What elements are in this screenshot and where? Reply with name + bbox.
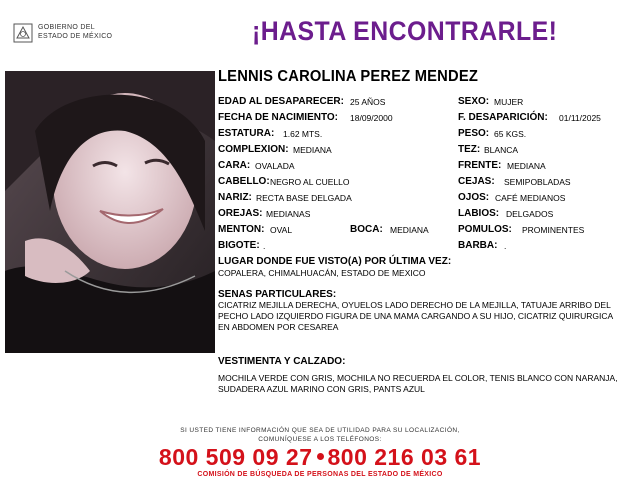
- contact-note: [0, 426, 640, 444]
- pomulos-value: PROMINENTES: [522, 225, 585, 235]
- complexion-label: COMPLEXION:: [218, 144, 289, 155]
- government-logo: [12, 22, 122, 46]
- estatura-label: ESTATURA:: [218, 128, 275, 139]
- portrait-illustration: [5, 71, 215, 353]
- barba-value: .: [504, 241, 507, 251]
- frente-value: MEDIANA: [507, 161, 546, 171]
- nariz-label: NARIZ:: [218, 192, 252, 203]
- tez-label: TEZ:: [458, 144, 481, 155]
- menton-label: MENTON:: [218, 224, 265, 235]
- nacimiento-label: FECHA DE NACIMIENTO:: [218, 112, 338, 123]
- bigote-label: BIGOTE:: [218, 240, 260, 251]
- nariz-value: RECTA BASE DELGADA: [256, 193, 352, 203]
- nacimiento-value: 18/09/2000: [350, 113, 393, 123]
- edad-value: 25 AÑOS: [350, 97, 386, 107]
- labios-label: LABIOS:: [458, 208, 500, 219]
- barba-label: BARBA:: [458, 240, 498, 251]
- bullet-dot-icon: [317, 453, 324, 460]
- contact-note-line-2: COMUNÍQUESE A LOS TELÉFONOS:: [258, 436, 382, 443]
- clothing-label: VESTIMENTA Y CALZADO:: [218, 356, 346, 367]
- logo-text: [38, 23, 112, 41]
- phone-numbers: [0, 444, 640, 471]
- ojos-label: OJOS:: [458, 192, 490, 203]
- labios-value: DELGADOS: [506, 209, 554, 219]
- desaparicion-label: F. DESAPARICIÓN:: [458, 112, 548, 123]
- estatura-value: 1.62 MTS.: [283, 129, 323, 139]
- person-photo: [5, 71, 215, 353]
- coat-of-arms-icon: [12, 22, 34, 44]
- contact-note-line-1: SI USTED TIENE INFORMACIÓN QUE SEA DE UTILIDAD PARA SU LOCALIZACIÓN,: [180, 427, 460, 434]
- peso-label: PESO:: [458, 128, 490, 139]
- phone-1[interactable]: 800 509 09 27: [158, 444, 313, 470]
- boca-label: BOCA:: [350, 224, 383, 235]
- frente-label: FRENTE:: [458, 160, 502, 171]
- last-seen-label: LUGAR DONDE FUE VISTO(A) POR ÚLTIMA VEZ:: [218, 256, 452, 267]
- marks-label: SENAS PARTICULARES:: [218, 289, 337, 300]
- edad-label: EDAD AL DESAPARECER:: [218, 96, 344, 107]
- logo-line-2: ESTADO DE MÉXICO: [38, 33, 113, 40]
- cejas-value: SEMIPOBLADAS: [504, 177, 571, 187]
- cabello-label: CABELLO:: [218, 176, 270, 187]
- phone-2[interactable]: 800 216 03 61: [327, 444, 482, 470]
- bigote-value: .: [263, 241, 266, 251]
- tez-value: BLANCA: [484, 145, 519, 155]
- cejas-label: CEJAS:: [458, 176, 495, 187]
- boca-value: MEDIANA: [390, 225, 429, 235]
- clothing-value: MOCHILA VERDE CON GRIS, MOCHILA NO RECUERDA EL COLOR, TENIS BLANCO CON NARANJA, SUDADERA AZUL MARINO CON GRIS, PANTS AZUL: [218, 373, 618, 394]
- logo-line-1: GOBIERNO DEL: [38, 24, 95, 31]
- menton-value: OVAL: [270, 225, 293, 235]
- orejas-label: OREJAS:: [218, 208, 263, 219]
- peso-value: 65 KGS.: [494, 129, 527, 139]
- cara-label: CARA:: [218, 160, 251, 171]
- person-name: LENNIS CAROLINA PEREZ MENDEZ: [218, 68, 479, 85]
- orejas-value: MEDIANAS: [266, 209, 311, 219]
- pomulos-label: POMULOS:: [458, 224, 512, 235]
- ojos-value: CAFÉ MEDIANOS: [495, 193, 566, 203]
- complexion-value: MEDIANA: [293, 145, 332, 155]
- cabello-value: NEGRO AL CUELLO: [270, 177, 350, 187]
- sexo-label: SEXO:: [458, 96, 490, 107]
- commission-name: COMISIÓN DE BÚSQUEDA DE PERSONAS DEL ESTADO DE MÉXICO: [197, 471, 443, 478]
- last-seen-value: COPALERA, CHIMALHUACÁN, ESTADO DE MEXICO: [218, 268, 426, 278]
- marks-value: CICATRIZ MEJILLA DERECHA, OYUELOS LADO DERECHO DE LA MEJILLA, TATUAJE ARRIBO DEL PECHO LADO IZQUIERDO FIGURA DE UNA MAMA CARGANDO A SU HIJO, CICATRIZ QUIRURGICA EN ABDOMEN POR CESAREA: [218, 300, 613, 332]
- desaparicion-value: 01/11/2025: [559, 113, 601, 123]
- sexo-value: MUJER: [494, 97, 524, 107]
- cara-value: OVALADA: [255, 161, 295, 171]
- headline: ¡HASTA ENCONTRARLE!: [252, 16, 558, 46]
